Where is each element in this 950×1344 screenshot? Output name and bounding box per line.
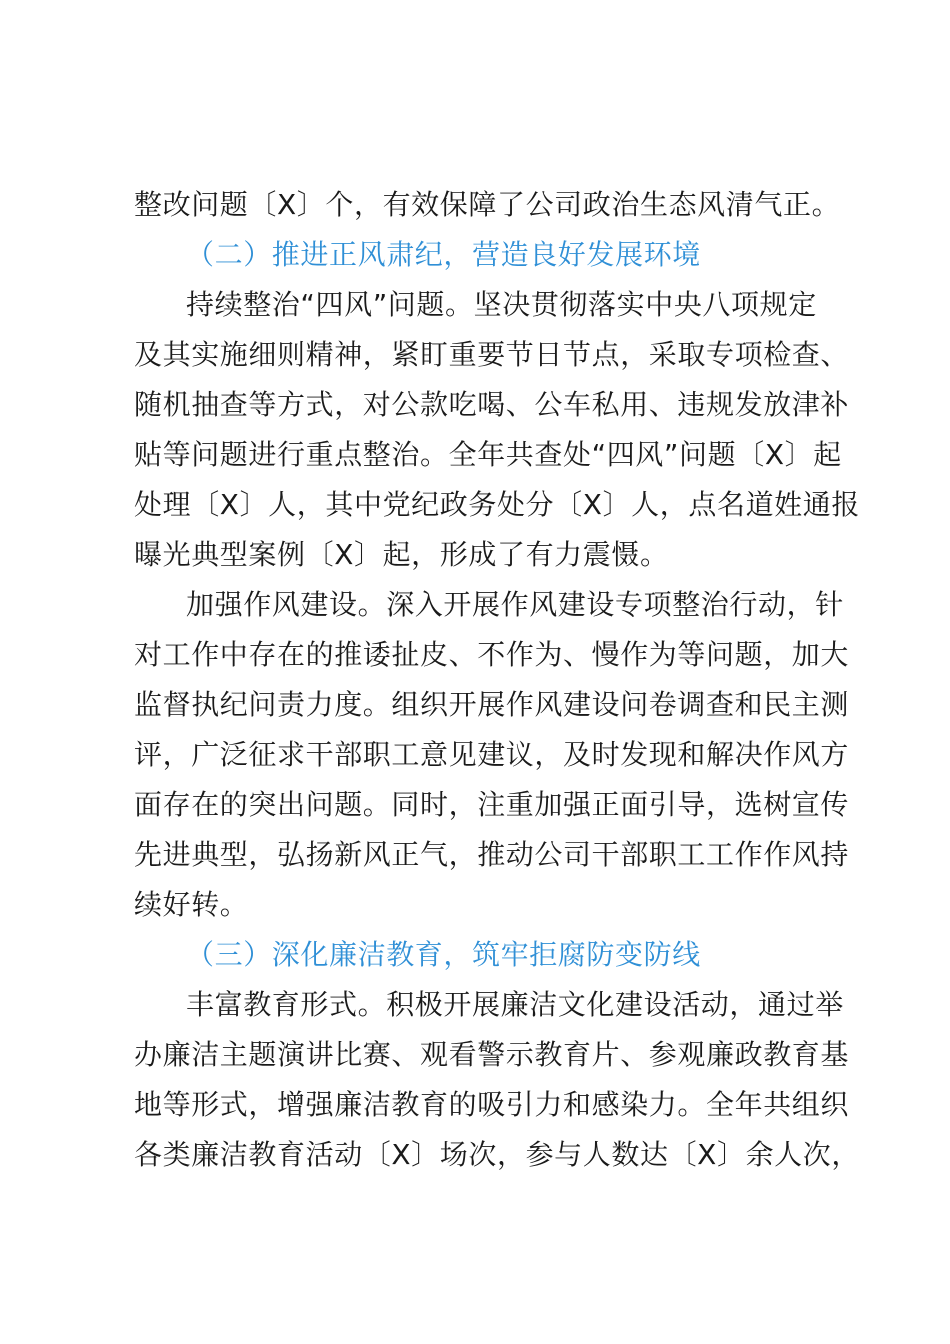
paragraph-line-9: 加强作风建设。深入开展作风建设专项整治行动，针 [186,588,844,621]
section-heading-2: （二）推进正风肃纪，营造良好发展环境 [186,238,701,271]
paragraph-line-6: 贴等问题进行重点整治。全年共查处“四风”问题〔X〕起 [134,438,842,471]
paragraph-line-1: 整改问题〔X〕个，有效保障了公司政治生态风清气正。 [134,188,841,221]
paragraph-line-13: 面存在的突出问题。同时，注重加强正面引导，选树宣传 [134,788,850,821]
paragraph-line-19: 地等形式，增强廉洁教育的吸引力和感染力。全年共组织 [134,1088,850,1121]
paragraph-line-18: 办廉洁主题演讲比赛、观看警示教育片、参观廉政教育基 [134,1038,850,1071]
paragraph-line-5: 随机抽查等方式，对公款吃喝、公车私用、违规发放津补 [134,388,850,421]
paragraph-line-15: 续好转。 [134,888,249,921]
paragraph-line-20: 各类廉洁教育活动〔X〕场次，参与人数达〔X〕余人次， [134,1138,860,1171]
paragraph-line-4: 及其实施细则精神，紧盯重要节日节点，采取专项检查、 [134,338,850,371]
paragraph-line-14: 先进典型，弘扬新风正气，推动公司干部职工工作作风持 [134,838,850,871]
paragraph-line-7: 处理〔X〕人，其中党纪政务处分〔X〕人，点名道姓通报 [134,488,860,521]
paragraph-line-11: 监督执纪问责力度。组织开展作风建设问卷调查和民主测 [134,688,850,721]
paragraph-line-12: 评，广泛征求干部职工意见建议，及时发现和解决作风方 [134,738,850,771]
paragraph-line-10: 对工作中存在的推诿扯皮、不作为、慢作为等问题，加大 [134,638,850,671]
paragraph-line-3: 持续整治“四风”问题。坚决贯彻落实中央八项规定 [186,288,817,321]
section-heading-3: （三）深化廉洁教育，筑牢拒腐防变防线 [186,938,701,971]
paragraph-line-17: 丰富教育形式。积极开展廉洁文化建设活动，通过举 [186,988,844,1021]
paragraph-line-8: 曝光典型案例〔X〕起，形成了有力震慑。 [134,538,669,571]
